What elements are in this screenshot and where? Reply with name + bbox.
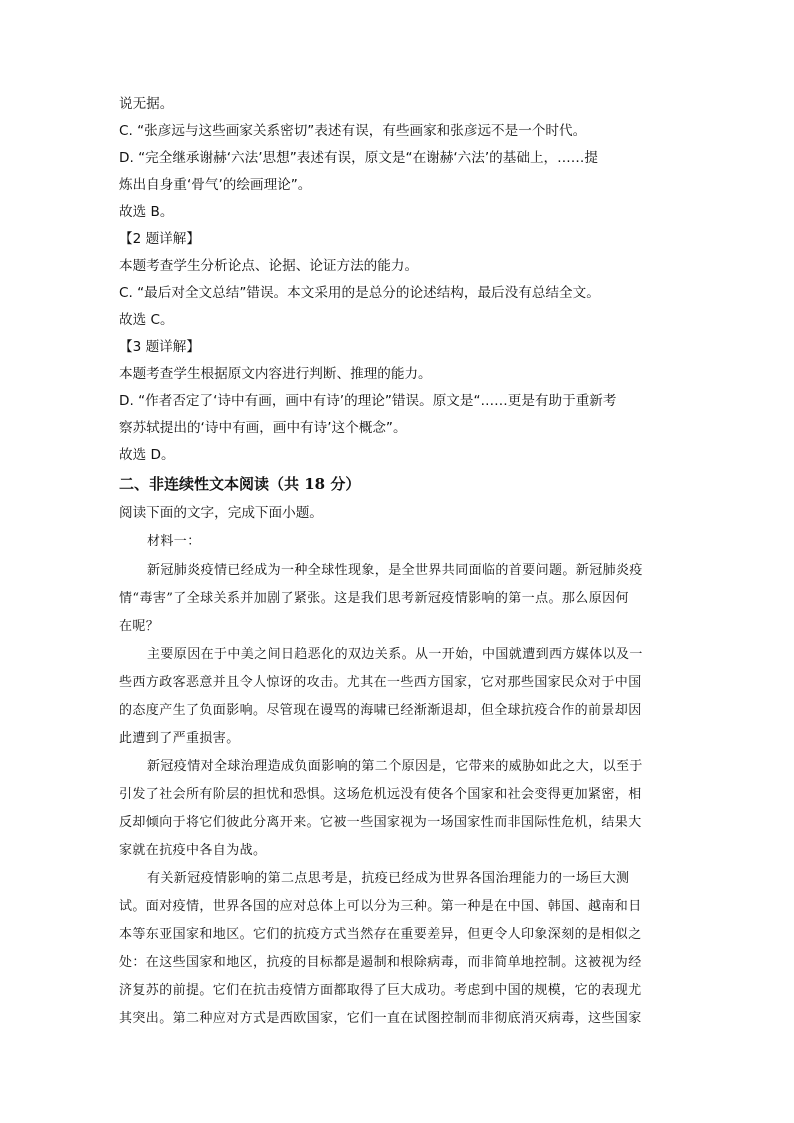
material-line: 新冠肺炎疫情已经成为一种全球性现象，是全世界共同面临的首要问题。新冠肺炎疫	[147, 563, 643, 578]
material-line: 引发了社会所有阶层的担忧和恐惧。这场危机远没有使各个国家和社会变得更加紧密，相	[119, 787, 642, 802]
material-line: 些西方政客恶意并且令人惊讶的攻击。尤其在一些西方国家，它对那些国家民众对于中国	[119, 675, 642, 690]
answer-line: 本题考查学生根据原文内容进行判断、推理的能力。	[119, 366, 432, 382]
answer-line: C. “最后对全文总结”错误。本文采用的是总分的论述结构，最后没有总结全文。	[119, 285, 600, 301]
material-line: 情“毒害”了全球关系并加剧了紧张。这是我们思考新冠疫情影响的第一点。那么原因何	[119, 591, 629, 606]
material-line: 新冠疫情对全球治理造成负面影响的第二个原因是，它带来的威胁如此之大，以至于	[147, 759, 643, 774]
answer-line: 察苏轼提出的‘诗中有画，画中有诗’这个概念”。	[119, 420, 407, 436]
material-line: 在呢？	[119, 619, 160, 634]
instruction-text: 阅读下面的文字，完成下面小题。	[119, 505, 323, 521]
material-line: 反却倾向于将它们彼此分离开来。它被一些国家视为一场国家性而非国际性危机，结果大	[119, 815, 642, 830]
answer-line: C. “张彦远与这些画家关系密切”表述有误，有些画家和张彦远不是一个时代。	[119, 123, 587, 139]
material-line: 家就在抗疫中各自为战。	[119, 843, 267, 858]
answer-line: 故选 B。	[119, 204, 174, 220]
material-line: 处：在这些国家和地区，抗疫的目标都是遏制和根除病毒，而非简单地控制。这被视为经	[119, 955, 642, 970]
material-line: 其突出。第二种应对方式是西欧国家，它们一直在试图控制而非彻底消灭病毒，这些国家	[119, 1011, 642, 1026]
material-line: 试。面对疫情，世界各国的应对总体上可以分为三种。第一种是在中国、韩国、越南和日	[119, 899, 642, 914]
material-line: 主要原因在于中美之间日趋恶化的双边关系。从一开始，中国就遭到西方媒体以及一	[147, 647, 643, 662]
material-line: 济复苏的前提。它们在抗击疫情方面都取得了巨大成功。考虑到中国的规模，它的表现尤	[119, 983, 642, 998]
answer-line: 故选 C。	[119, 312, 174, 328]
section-heading: 二、非连续性文本阅读（共 18 分）	[119, 475, 361, 493]
answer-line: D. “作者否定了‘诗中有画，画中有诗’的理论”错误。原文是“……更是有助于重新考	[119, 393, 617, 409]
subsection-heading: 【3 题详解】	[119, 339, 200, 355]
answer-line: 炼出自身重‘骨气’的绘画理论”。	[119, 177, 312, 193]
material-line: 有关新冠疫情影响的第二点思考是，抗疫已经成为世界各国治理能力的一场巨大测	[147, 871, 630, 886]
material-line: 此遭到了严重损害。	[119, 731, 240, 746]
answer-line: 故选 D。	[119, 447, 175, 463]
subsection-heading: 【2 题详解】	[119, 231, 200, 247]
answer-line: 本题考查学生分析论点、论据、论证方法的能力。	[119, 258, 419, 274]
material-line: 本等东亚国家和地区。它们的抗疫方式当然存在重要差异，但更令人印象深刻的是相似之	[119, 927, 642, 942]
material-label: 材料一：	[147, 534, 201, 549]
material-line: 的态度产生了负面影响。尽管现在谩骂的海啸已经渐渐退却，但全球抗疫合作的前景却因	[119, 703, 642, 718]
answer-line: 说无据。	[119, 96, 174, 112]
answer-line: D. “完全继承谢赫‘六法’思想”表述有误，原文是“在谢赫‘六法’的基础上，……提	[119, 150, 598, 166]
